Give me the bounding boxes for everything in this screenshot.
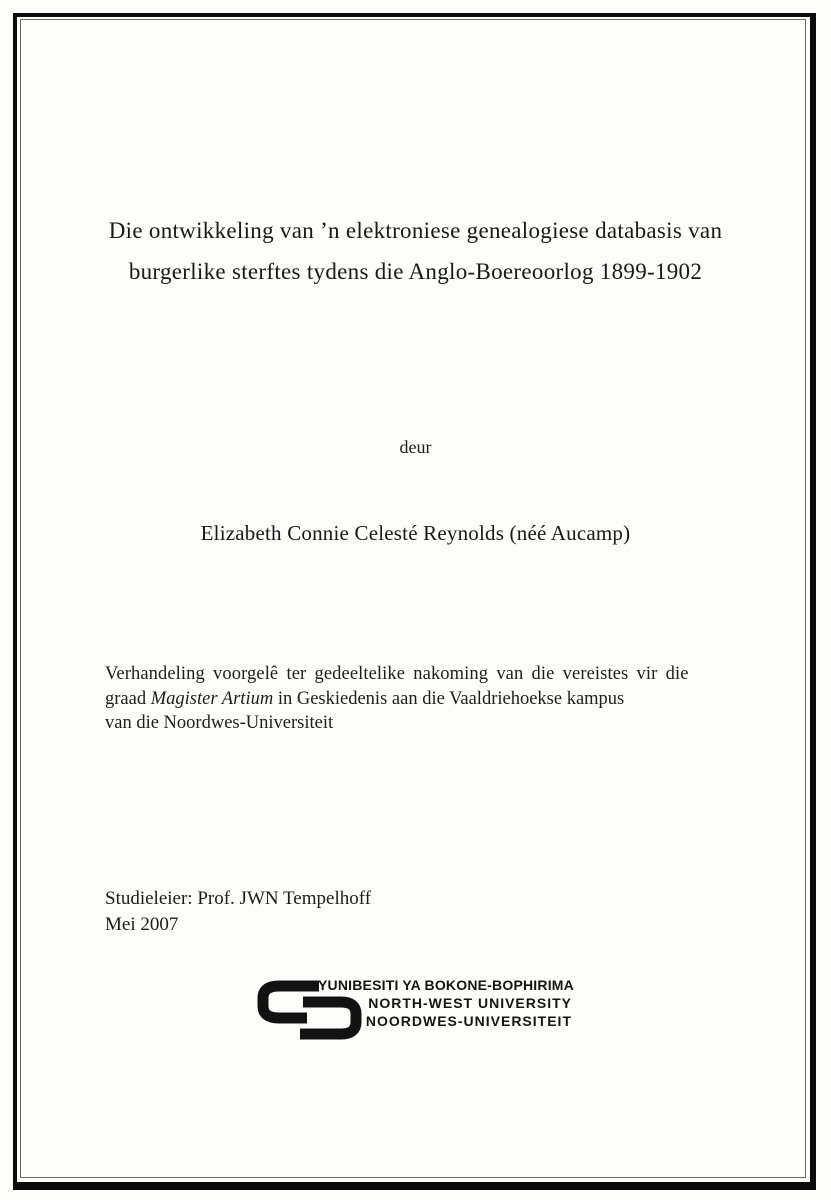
degree-statement-line2-post: in Geskiedenis aan die Vaaldriehoekse kampus [273, 688, 625, 709]
degree-statement-line1: Verhandeling voorgelê ter gedeeltelike nakoming van die vereistes vir die [105, 664, 689, 684]
university-logo-text [318, 976, 572, 1030]
date-line: Mei 2007 [105, 914, 179, 935]
supervisor-line: Studieleier: Prof. JWN Tempelhoff [105, 888, 372, 909]
degree-name-italic: Magister Artium [150, 688, 274, 709]
byline-preposition: deur [399, 437, 432, 457]
university-logo [257, 975, 587, 1055]
author-name: Elizabeth Connie Celesté Reynolds (néé Aucamp) [200, 521, 631, 545]
degree-statement-line2 [105, 687, 739, 712]
logo-text-afrikaans: NOORDWES-UNIVERSITEIT [365, 1013, 572, 1029]
thesis-title-line2: burgerlike sterftes tydens die Anglo-Boereoorlog 1899-1902 [128, 259, 703, 284]
logo-text-english: NORTH-WEST UNIVERSITY [368, 995, 572, 1011]
degree-statement-line2-pre: graad [105, 688, 151, 709]
supervisor-block [105, 886, 371, 938]
logo-text-setswana: YUNIBESITI YA BOKONE-BOPHIRIMA [318, 977, 574, 993]
thesis-title-line1: Die ontwikkeling van ’n elektroniese genealogiese databasis van [108, 218, 723, 243]
degree-statement [105, 662, 739, 736]
degree-statement-line3: van die Noordwes-Universiteit [105, 713, 334, 733]
thesis-title [40, 210, 791, 292]
